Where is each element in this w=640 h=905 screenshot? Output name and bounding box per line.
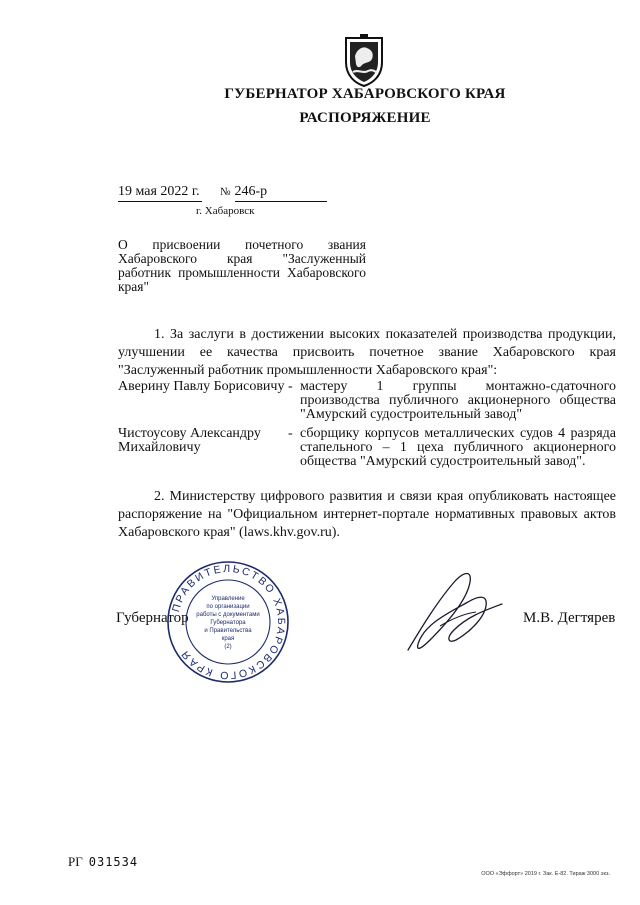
registration-prefix: РГ bbox=[68, 854, 83, 869]
document-date: 19 мая 2022 г. bbox=[118, 184, 202, 202]
paragraph-2: 2. Министерству цифрового развития и связи края опубликовать настоящее распоряжение на "Официальном интернет-портале нормативных правовых актов Хабаровского края" (laws.khv.gov.ru). bbox=[118, 489, 616, 540]
recipient-name-2: Чистоусову Александру Михайловичу bbox=[118, 426, 261, 455]
stamp-line-5: и Правительства bbox=[204, 628, 252, 634]
signatory-title: Губернатор bbox=[116, 610, 189, 626]
stamp-line-1: Управление bbox=[211, 596, 245, 602]
document-city: г. Хабаровск bbox=[196, 205, 255, 217]
document-header-title: ГУБЕРНАТОР ХАБАРОВСКОГО КРАЯ bbox=[224, 86, 506, 102]
stamp-ring-text: ПРАВИТЕЛЬСТВО ХАБАРОВСКОГО КРАЯ bbox=[170, 562, 288, 682]
handwritten-signature-icon bbox=[390, 560, 510, 660]
signatory-name: М.В. Дегтярев bbox=[523, 610, 616, 626]
recipient-description-2: сборщику корпусов металлических судов 4 разряда стапельного – 1 цеха публичного акционерного общества "Амурский судостроительный завод". bbox=[300, 426, 616, 469]
recipient-description-1: мастеру 1 группы монтажно-сдаточного производства публичного акционерного общества "Амурский судостроительный завод" bbox=[300, 379, 616, 422]
date-number-line bbox=[118, 184, 327, 202]
number-label: № bbox=[220, 186, 231, 198]
recipient-name-1: Аверину Павлу Борисовичу bbox=[118, 379, 285, 394]
registration-code: 031534 bbox=[88, 855, 139, 869]
official-stamp-icon bbox=[166, 560, 290, 684]
stamp-line-4: Губернатора bbox=[210, 620, 246, 626]
document-type: РАСПОРЯЖЕНИЕ bbox=[299, 110, 431, 126]
printer-imprint: ООО «Эффорт» 2019 г. Зак. Е-82. Тираж 3000 экз. bbox=[481, 871, 610, 877]
stamp-line-7: (2) bbox=[224, 644, 232, 650]
document-subject: О присвоении почетного звания Хабаровского края "Заслуженный работник промышленности Хабаровского края" bbox=[118, 237, 366, 294]
paragraph-1: 1. За заслуги в достижении высоких показателей производства продукции, улучшении ее качества присвоить почетное звание Хабаровского края "Заслуженный работник промышленности Хабаровского края": bbox=[118, 327, 616, 378]
recipient-dash-1: - bbox=[288, 379, 293, 394]
recipient-dash-2: - bbox=[288, 426, 293, 441]
document-number: 246-р bbox=[235, 184, 327, 202]
stamp-line-6: края bbox=[221, 636, 235, 642]
stamp-line-3: работы с документами bbox=[196, 612, 260, 618]
registration-number bbox=[68, 854, 138, 870]
coat-of-arms-icon bbox=[343, 32, 385, 88]
stamp-line-2: по организации bbox=[206, 604, 250, 610]
